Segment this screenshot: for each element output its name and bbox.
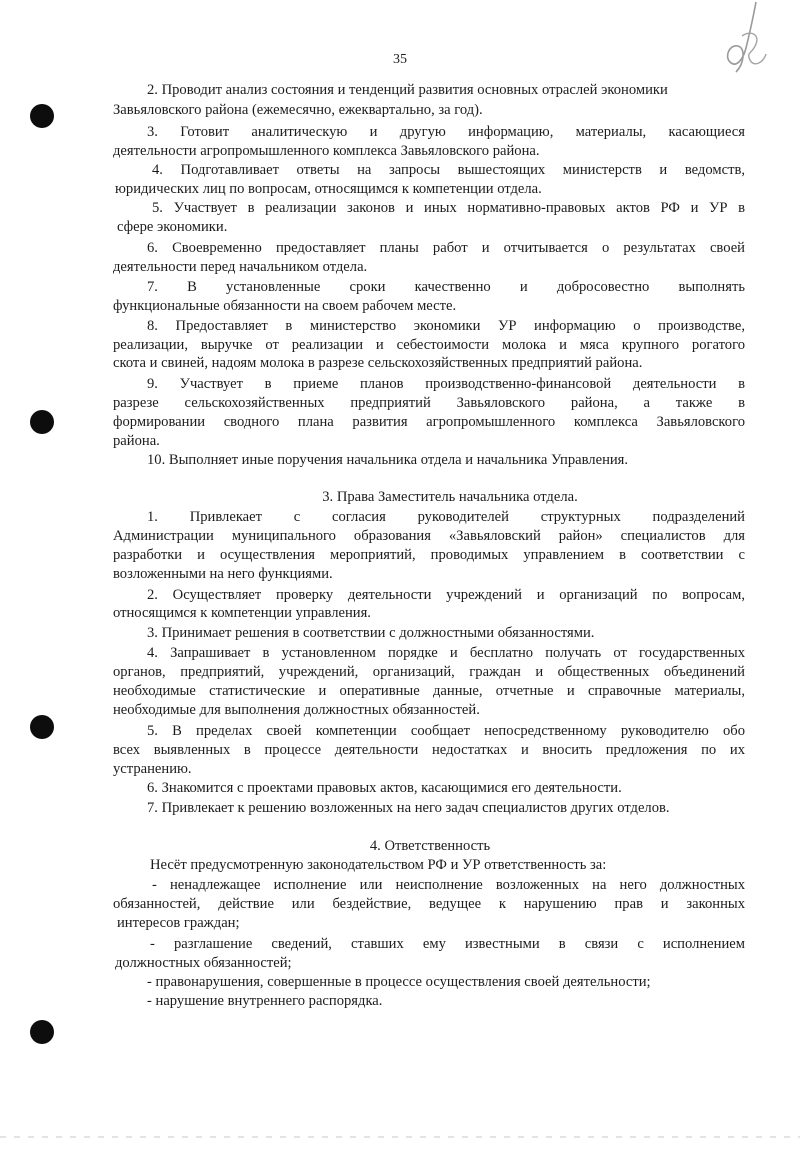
- text-line: 3. Готовит аналитическую и другую информацию, материалы, касающиеся: [147, 124, 745, 140]
- text-line: 1. Привлекает с согласия руководителей структурных подразделений: [147, 509, 745, 525]
- text-line: деятельности агропромышленного комплекса Завьяловского района.: [113, 143, 540, 159]
- text-line: - нарушение внутреннего распорядка.: [147, 993, 383, 1009]
- text-line: всех выявленных в процессе деятельности недостатках и вносить предложения по их: [113, 742, 745, 758]
- text-line: - правонарушения, совершенные в процессе осуществления своей деятельности;: [147, 974, 651, 990]
- text-line: Завьяловского района (ежемесячно, ежеквартально, за год).: [113, 102, 483, 118]
- text-line: относящимся к компетенции управления.: [113, 605, 371, 621]
- section-heading: 4. Ответственность: [369, 838, 491, 854]
- text-line: необходимые статистические и оперативные данные, отчетные и справочные материалы,: [113, 683, 745, 699]
- text-line: реализации, выручке от реализации и себестоимости молока и мяса крупного рогатого: [113, 337, 745, 353]
- text-line: скота и свиней, надоям молока в разрезе сельскохозяйственных предприятий района.: [113, 355, 643, 371]
- text-line: 5. В пределах своей компетенции сообщает непосредственному руководителю обо: [147, 723, 745, 739]
- text-line: 9. Участвует в приеме планов производственно-финансовой деятельности в: [147, 376, 745, 392]
- text-line: Администрации муниципального образования «Завьяловский район» специалистов для: [113, 528, 745, 544]
- text-line: органов, предприятий, учреждений, организаций, граждан и общественных объединений: [113, 664, 745, 680]
- text-line: - ненадлежащее исполнение или неисполнение возложенных на него должностных: [152, 877, 745, 893]
- text-line: функциональные обязанности на своем рабочем месте.: [113, 298, 457, 314]
- text-line: формировании сводного плана развития агропромышленного комплекса Завьяловского: [113, 414, 745, 430]
- text-line: юридических лиц по вопросам, относящимся к компетенции отдела.: [115, 181, 542, 197]
- page-number: 35: [393, 52, 407, 67]
- text-line: района.: [113, 433, 160, 449]
- text-line: деятельности перед начальником отдела.: [113, 259, 368, 275]
- text-line: 2. Осуществляет проверку деятельности учреждений и организаций по вопросам,: [147, 587, 745, 603]
- text-line: 7. Привлекает к решению возложенных на него задач специалистов других отделов.: [147, 800, 670, 816]
- scan-edge-artifact: [0, 1136, 800, 1138]
- text-line: 3. Принимает решения в соответствии с должностными обязанностями.: [147, 625, 595, 641]
- text-line: обязанностей, действие или бездействие, ведущее к нарушению прав и законных: [113, 896, 745, 912]
- text-line: сфере экономики.: [117, 219, 228, 235]
- text-line: 4. Подготавливает ответы на запросы вышестоящих министерств и ведомств,: [152, 162, 745, 178]
- text-line: интересов граждан;: [117, 915, 240, 931]
- text-line: 4. Запрашивает в установленном порядке и бесплатно получать от государственных: [147, 645, 745, 661]
- text-line: 5. Участвует в реализации законов и иных нормативно-правовых актов РФ и УР в: [152, 200, 745, 216]
- handwritten-signature: [706, 0, 776, 85]
- punch-hole: [30, 1020, 54, 1044]
- text-line: 2. Проводит анализ состояния и тенденций развития основных отраслей экономики: [147, 82, 668, 98]
- text-line: 8. Предоставляет в министерство экономики УР информацию о производстве,: [147, 318, 745, 334]
- text-line: Несёт предусмотренную законодательством РФ и УР ответственность за:: [150, 857, 607, 873]
- text-line: 6. Знакомится с проектами правовых актов, касающимися его деятельности.: [147, 780, 622, 796]
- text-line: 10. Выполняет иные поручения начальника отдела и начальника Управления.: [147, 452, 629, 468]
- text-line: устранению.: [113, 761, 192, 777]
- punch-hole: [30, 715, 54, 739]
- text-line: 7. В установленные сроки качественно и добросовестно выполнять: [147, 279, 745, 295]
- punch-hole: [30, 104, 54, 128]
- punch-hole: [30, 410, 54, 434]
- text-line: разработки и осуществления мероприятий, проводимых управлением в соответствии с: [113, 547, 745, 563]
- text-line: должностных обязанностей;: [115, 955, 292, 971]
- text-line: разрезе сельскохозяйственных предприятий Завьяловского района, а также в: [113, 395, 745, 411]
- section-heading: 3. Права Заместитель начальника отдела.: [322, 489, 578, 505]
- text-line: 6. Своевременно предоставляет планы работ и отчитывается о результатах своей: [147, 240, 745, 256]
- text-line: необходимые для выполнения должностных обязанностей.: [113, 702, 480, 718]
- text-line: возложенными на него функциями.: [113, 566, 333, 582]
- text-line: - разглашение сведений, ставших ему известными в связи с исполнением: [150, 936, 745, 952]
